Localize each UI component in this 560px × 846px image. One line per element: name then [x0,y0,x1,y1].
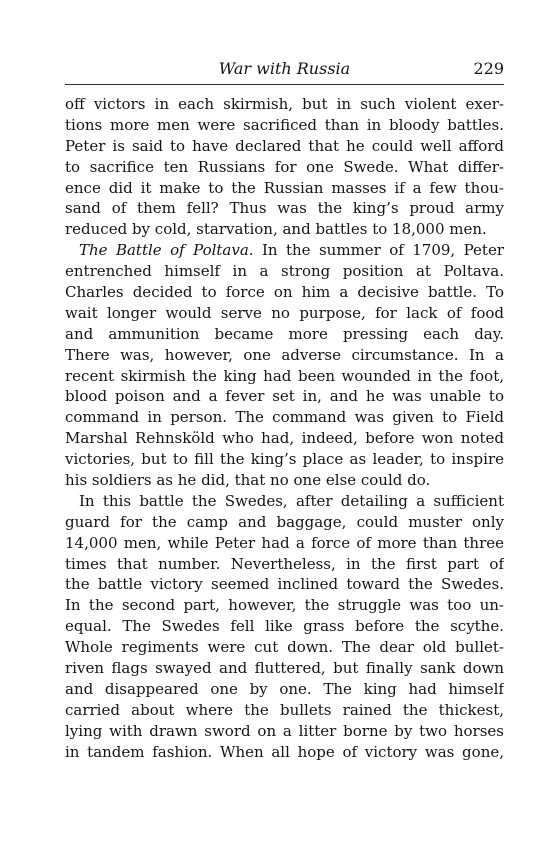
text-line: off victors in each skirmish, but in such violent exer- [65,95,504,113]
text-line: blood poison and a fever set in, and he was unable to [65,387,504,406]
text-line: and disappeared one by one. The king had himself [65,679,504,698]
text-line: and ammunition became more pressing each day. [65,324,504,343]
body-text [65,94,504,763]
text-line: command in person. The command was given to Field [65,408,504,427]
section-heading-line [65,240,504,261]
text-line: Charles decided to force on him a decisive battle. To [65,283,504,302]
text-line: In the second part, however, the struggle was too un- [65,596,504,615]
text-line: Whole regiments were cut down. The dear old bullet- [65,638,504,657]
text-line: lying with drawn sword on a litter borne by two horses [65,721,504,740]
text-line: entrenched himself in a strong position at Poltava. [65,262,504,281]
text-line: to sacrifice ten Russians for one Swede. What differ- [65,157,504,176]
text-line: victories, but to fill the king’s place as leader, to inspire [65,450,504,469]
running-title: War with Russia [218,59,351,78]
text-line: the battle victory seemed inclined toward the Swedes. [65,575,504,594]
text-line: guard for the camp and baggage, could muster only [65,512,504,531]
text-line: wait longer would serve no purpose, for lack of food [65,303,504,322]
text-line: his soldiers as he did, that no one else could do. [65,471,431,490]
text-line: in tandem fashion. When all hope of victory was gone, [65,742,504,761]
page-number: 229 [473,59,504,78]
text-line: recent skirmish the king had been wounded in the foot, [65,366,504,385]
text-line: carried about where the bullets rained the thickest, [65,700,504,719]
text-line-continuation: In the summer of 1709, Peter [253,241,504,260]
header-rule [65,84,504,85]
text-line: Peter is said to have declared that he could well afford [65,136,504,155]
section-heading: The Battle of Poltava. [79,241,254,260]
text-line: equal. The Swedes fell like grass before the scythe. [65,617,504,636]
text-line: reduced by cold, starvation, and battles to 18,000 men. [65,220,487,239]
text-line: In this battle the Swedes, after detailing a sufficient [79,491,504,510]
text-line: 14,000 men, while Peter had a force of more than three [65,533,504,552]
text-line: tions more men were sacrificed than in bloody battles. [65,115,504,134]
text-line: Marshal Rehnsköld who had, indeed, before won noted [65,429,504,448]
text-line: ence did it make to the Russian masses if a few thou- [65,178,504,197]
text-line: times that number. Nevertheless, in the first part of [65,554,504,573]
text-line: sand of them fell? Thus was the king’s proud army [65,199,504,218]
text-line: There was, however, one adverse circumstance. In a [65,345,504,364]
page-header [65,58,504,82]
text-line: riven flags swayed and fluttered, but finally sank down [65,659,504,678]
